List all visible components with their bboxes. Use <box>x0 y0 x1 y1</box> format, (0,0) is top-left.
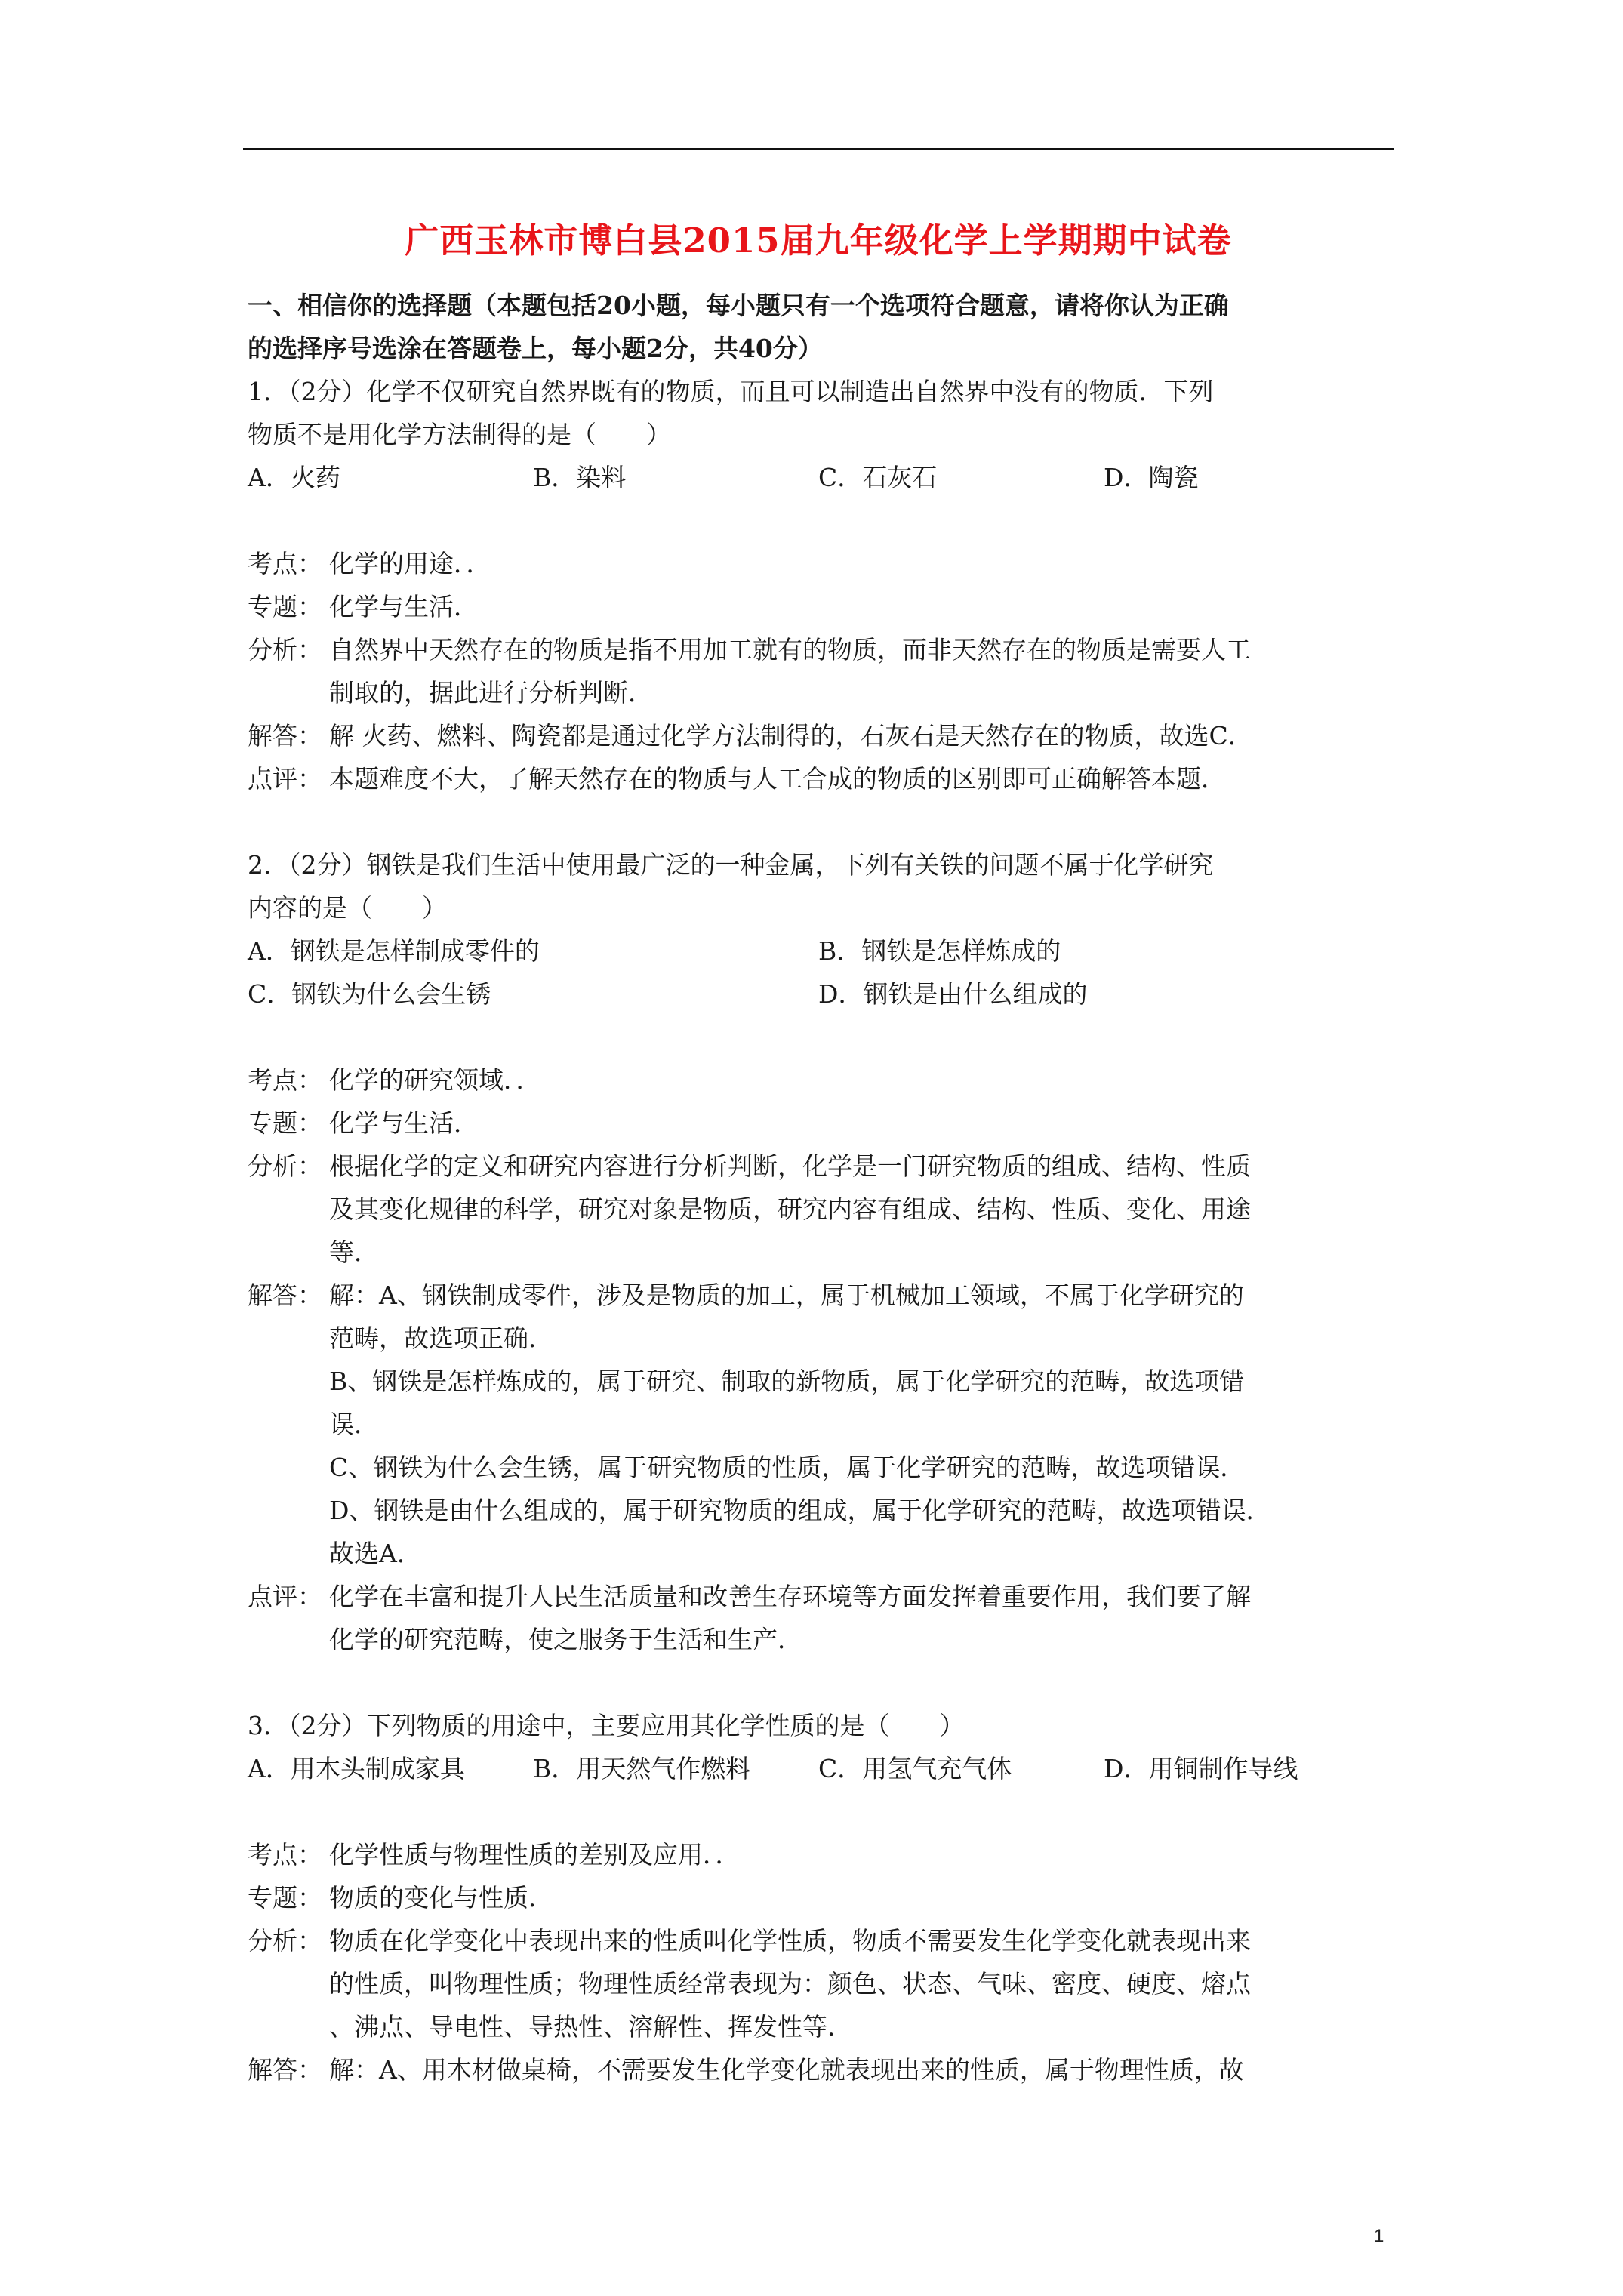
q1-dianping <box>248 757 1389 800</box>
q2-kaodian-text: 化学的研究领域．． <box>329 1065 541 1095</box>
q2-option-b: B．钢铁是怎样炼成的 <box>818 936 1061 966</box>
page-number: 1 <box>1374 2226 1384 2246</box>
q2-option-d: D．钢铁是由什么组成的 <box>818 979 1088 1009</box>
q3-kaodian-text: 化学性质与物理性质的差别及应用．． <box>329 1840 741 1869</box>
q3-option-a: A．用木头制成家具 <box>248 1754 465 1783</box>
q1-fenxi <box>248 628 1389 671</box>
q2-kaodian <box>248 1059 1389 1102</box>
header-rule <box>243 148 1394 150</box>
q1-zhuanti <box>248 585 1389 628</box>
q2-jieda-line2: 范畴，故选项正确． <box>329 1324 553 1353</box>
q3-option-d: D．用铜制作导线 <box>1104 1754 1298 1783</box>
document-body <box>248 284 1389 2091</box>
q1-option-b: B．染料 <box>533 463 627 492</box>
fenxi-label: 分析： <box>248 1926 322 1955</box>
q2-stem-line1: 2．（2分）钢铁是我们生活中使用最广泛的一种金属，下列有关铁的问题不属于化学研究 <box>248 850 1214 880</box>
q3-kaodian <box>248 1833 1389 1876</box>
q1-jieda-text: 解 火药、燃料、陶瓷都是通过化学方法制得的，石灰石是天然存在的物质，故选C． <box>329 721 1253 750</box>
section-heading-line2: 的选择序号选涂在答题卷上，每小题2分，共40分） <box>248 334 823 363</box>
q3-option-c: C．用氢气充气体 <box>818 1754 1012 1783</box>
page-title: 广西玉林市博白县2015届九年级化学上学期期中试卷 <box>405 220 1232 260</box>
q3-zhuanti-text: 物质的变化与性质． <box>329 1883 553 1912</box>
q2-dianping-line2: 化学的研究范畴，使之服务于生活和生产． <box>329 1625 802 1654</box>
kaodian-label: 考点： <box>248 1065 322 1095</box>
q3-options <box>248 1747 1389 1790</box>
q2-options-row2 <box>248 972 1389 1015</box>
jieda-label: 解答： <box>248 2055 322 2085</box>
q3-zhuanti <box>248 1876 1389 1919</box>
section-heading-line1: 一、相信你的选择题（本题包括20小题，每小题只有一个选项符合题意，请将你认为正确 <box>248 291 1229 320</box>
q2-jieda-line6: D、钢铁是由什么组成的，属于研究物质的组成，属于化学研究的范畴，故选项错误． <box>329 1496 1271 1525</box>
q3-fenxi-line3: 、沸点、导电性、导热性、溶解性、挥发性等． <box>329 2012 852 2042</box>
q2-jieda-line4: 误． <box>329 1410 379 1439</box>
q3-fenxi <box>248 1919 1389 1962</box>
zhuanti-label: 专题： <box>248 592 322 621</box>
q1-stem-line1: 1．（2分）化学不仅研究自然界既有的物质，而且可以制造出自然界中没有的物质．下列 <box>248 377 1214 406</box>
kaodian-label: 考点： <box>248 1840 322 1869</box>
zhuanti-label: 专题： <box>248 1108 322 1138</box>
q2-jieda-line3: B、钢铁是怎样炼成的，属于研究、制取的新物质，属于化学研究的范畴，故选项错 <box>329 1367 1245 1396</box>
q2-dianping <box>248 1575 1389 1618</box>
q1-stem-line2: 物质不是用化学方法制得的是（ ） <box>248 420 671 449</box>
jieda-label: 解答： <box>248 1281 322 1310</box>
q3-fenxi-text1: 物质在化学变化中表现出来的性质叫化学性质，物质不需要发生化学变化就表现出来 <box>329 1926 1251 1955</box>
q3-jieda <box>248 2048 1389 2091</box>
q1-kaodian-text: 化学的用途．． <box>329 549 491 578</box>
kaodian-label: 考点： <box>248 549 322 578</box>
q2-fenxi-text1: 根据化学的定义和研究内容进行分析判断，化学是一门研究物质的组成、结构、性质 <box>329 1151 1251 1181</box>
q3-stem-line1: 3．（2分）下列物质的用途中，主要应用其化学性质的是（ ） <box>248 1711 965 1740</box>
zhuanti-label: 专题： <box>248 1883 322 1912</box>
q3-option-b: B．用天然气作燃料 <box>533 1754 751 1783</box>
q2-option-c: C．钢铁为什么会生锈 <box>248 979 491 1009</box>
q2-jieda-line5: C、钢铁为什么会生锈，属于研究物质的性质，属于化学研究的范畴，故选项错误． <box>329 1453 1246 1482</box>
q2-option-a: A．钢铁是怎样制成零件的 <box>248 936 540 966</box>
q2-options-row1 <box>248 929 1389 972</box>
dianping-label: 点评： <box>248 1582 322 1611</box>
q2-jieda-text1: 解：A、钢铁制成零件，涉及是物质的加工，属于机械加工领域，不属于化学研究的 <box>329 1281 1244 1310</box>
q2-stem-line2: 内容的是（ ） <box>248 893 447 923</box>
q1-fenxi-text1: 自然界中天然存在的物质是指不用加工就有的物质，而非天然存在的物质是需要人工 <box>329 635 1251 664</box>
q1-zhuanti-text: 化学与生活． <box>329 592 479 621</box>
q3-fenxi-line2: 的性质，叫物理性质；物理性质经常表现为：颜色、状态、气味、密度、硬度、熔点 <box>329 1969 1251 1999</box>
dianping-label: 点评： <box>248 764 322 794</box>
q2-jieda <box>248 1274 1389 1317</box>
q1-kaodian <box>248 542 1389 585</box>
q2-jieda-line7: 故选A． <box>329 1539 422 1568</box>
q2-zhuanti-text: 化学与生活． <box>329 1108 479 1138</box>
fenxi-label: 分析： <box>248 1151 322 1181</box>
q1-option-d: D．陶瓷 <box>1104 463 1199 492</box>
jieda-label: 解答： <box>248 721 322 750</box>
q1-jieda <box>248 714 1389 757</box>
q1-dianping-text: 本题难度不大，了解天然存在的物质与人工合成的物质的区别即可正确解答本题． <box>329 764 1226 794</box>
fenxi-label: 分析： <box>248 635 322 664</box>
q2-fenxi-line2: 及其变化规律的科学，研究对象是物质，研究内容有组成、结构、性质、变化、用途 <box>329 1194 1251 1224</box>
q2-dianping-text1: 化学在丰富和提升人民生活质量和改善生存环境等方面发挥着重要作用，我们要了解 <box>329 1582 1251 1611</box>
q2-zhuanti <box>248 1102 1389 1145</box>
q1-options <box>248 456 1389 499</box>
q3-jieda-text1: 解：A、用木材做桌椅，不需要发生化学变化就表现出来的性质，属于物理性质，故 <box>329 2055 1244 2085</box>
q2-fenxi <box>248 1145 1389 1188</box>
q1-option-a: A．火药 <box>248 463 340 492</box>
q1-option-c: C．石灰石 <box>818 463 938 492</box>
q1-fenxi-line2: 制取的，据此进行分析判断． <box>329 678 653 707</box>
q2-fenxi-line3: 等． <box>329 1237 379 1267</box>
